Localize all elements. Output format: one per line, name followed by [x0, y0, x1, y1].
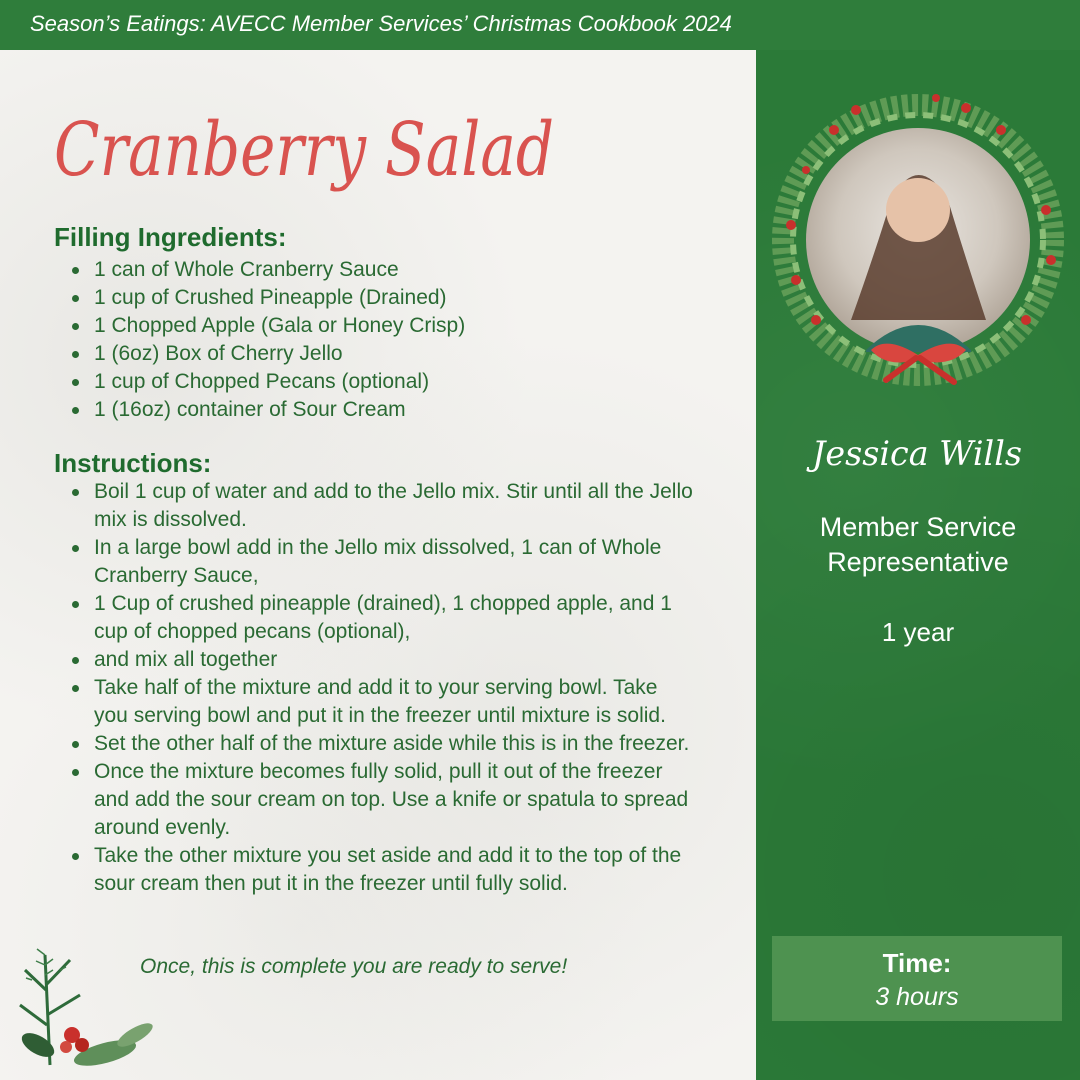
filling-heading: Filling Ingredients:: [54, 222, 287, 252]
member-tenure: 1 year: [881, 617, 955, 647]
ingredient-item: 1 (16oz) container of Sour Cream: [94, 396, 734, 424]
instruction-step: Once the mixture becomes fully solid, pull it out of the freezer and add the sour cream on top. Use a knife or spatula to spread around evenly.: [94, 758, 694, 842]
ingredient-item: 1 Chopped Apple (Gala or Honey Crisp): [94, 312, 734, 340]
instruction-step: Take half of the mixture and add it to your serving bowl. Take you serving bowl and put it in the freezer until mixture is solid.: [94, 674, 694, 730]
instruction-step: and mix all together: [94, 646, 694, 674]
instruction-step: In a large bowl add in the Jello mix dissolved, 1 can of Whole Cranberry Sauce,: [94, 534, 694, 590]
instructions-list: [54, 478, 694, 898]
holly-decoration: [10, 935, 160, 1075]
wreath-portrait: [756, 50, 1080, 390]
instruction-step: 1 Cup of crushed pineapple (drained), 1 chopped apple, and 1 cup of chopped pecans (optional),: [94, 590, 694, 646]
time-value: 3 hours: [875, 983, 959, 1011]
member-name-signature: [800, 400, 1040, 500]
header-bar: [0, 0, 1080, 50]
ingredient-item: 1 (6oz) Box of Cherry Jello: [94, 340, 734, 368]
instruction-step: Set the other half of the mixture aside while this is in the freezer.: [94, 730, 694, 758]
recipe-title: [50, 70, 570, 220]
member-name: Jessica Wills: [806, 434, 1022, 474]
ingredient-item: 1 cup of Chopped Pecans (optional): [94, 368, 734, 396]
instruction-step: Take the other mixture you set aside and add it to the top of the sour cream then put it in the freezer until fully solid.: [94, 842, 694, 898]
cookbook-title: Season’s Eatings: AVECC Member Services’ Christmas Cookbook 2024: [30, 11, 732, 36]
time-box: [772, 936, 1062, 1021]
recipe-title-text: Cranberry Salad: [54, 107, 554, 193]
member-role: Member Service Representative: [819, 512, 1017, 577]
serve-note: Once, this is complete you are ready to serve!: [140, 955, 568, 978]
ingredient-item: 1 cup of Crushed Pineapple (Drained): [94, 284, 734, 312]
instructions-heading: Instructions:: [54, 448, 212, 478]
ingredient-item: 1 can of Whole Cranberry Sauce: [94, 256, 734, 284]
time-label: Time:: [882, 948, 952, 978]
instruction-step: Boil 1 cup of water and add to the Jello mix. Stir until all the Jello mix is dissolved.: [94, 478, 694, 534]
ingredients-list: [54, 256, 734, 424]
